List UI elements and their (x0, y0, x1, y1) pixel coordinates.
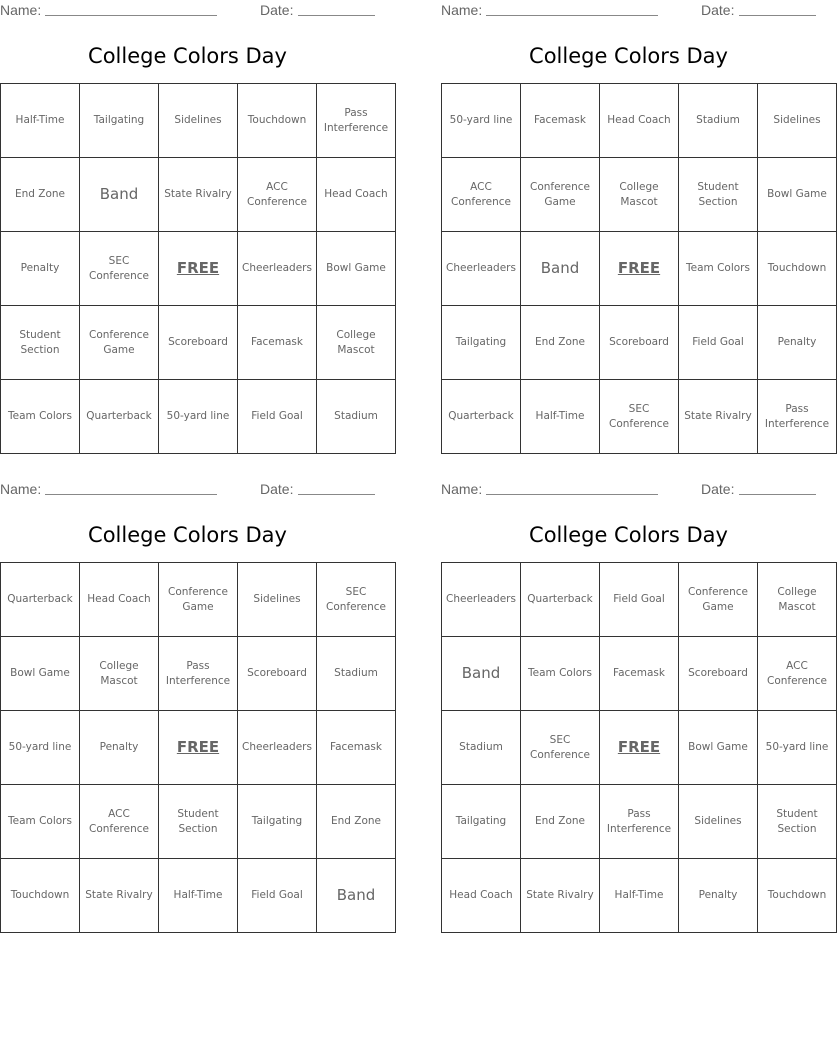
bingo-cell: State Rivalry (679, 380, 758, 454)
bingo-cell: Pass Interference (758, 380, 837, 454)
name-label: Name: (0, 481, 42, 497)
bingo-cell: Student Section (758, 785, 837, 859)
bingo-cell: Stadium (679, 84, 758, 158)
bingo-cell: Pass Interference (600, 785, 679, 859)
bingo-cell: Head Coach (600, 84, 679, 158)
bingo-cell: End Zone (1, 158, 80, 232)
bingo-cell: Bowl Game (758, 158, 837, 232)
bingo-cell: Cheerleaders (238, 232, 317, 306)
bingo-cell: Team Colors (1, 785, 80, 859)
bingo-cell: State Rivalry (521, 859, 600, 933)
bingo-cell: Scoreboard (600, 306, 679, 380)
bingo-card-1 (0, 0, 389, 435)
bingo-cell: Field Goal (679, 306, 758, 380)
bingo-cell: 50-yard line (758, 711, 837, 785)
bingo-grid (0, 83, 396, 454)
bingo-cell: SEC Conference (317, 563, 396, 637)
bingo-cell: End Zone (521, 785, 600, 859)
date-label: Date: (260, 481, 294, 497)
bingo-cell: 50-yard line (442, 84, 521, 158)
bingo-cell: Field Goal (238, 380, 317, 454)
bingo-cell: Conference Game (159, 563, 238, 637)
bingo-cell: Touchdown (238, 84, 317, 158)
bingo-cell: Half-Time (1, 84, 80, 158)
name-field-line (486, 494, 658, 495)
bingo-cell: Head Coach (442, 859, 521, 933)
bingo-cell: Facemask (600, 637, 679, 711)
date-field-line (298, 494, 375, 495)
bingo-cell: SEC Conference (600, 380, 679, 454)
bingo-cell: Stadium (317, 637, 396, 711)
card-title: College Colors Day (88, 523, 287, 547)
card-title: College Colors Day (88, 44, 287, 68)
bingo-cell: Team Colors (679, 232, 758, 306)
bingo-cell: Head Coach (317, 158, 396, 232)
bingo-cell: Quarterback (521, 563, 600, 637)
bingo-cell: ACC Conference (238, 158, 317, 232)
bingo-cell: Penalty (758, 306, 837, 380)
bingo-cell: Quarterback (80, 380, 159, 454)
name-label: Name: (441, 481, 483, 497)
bingo-cell: Touchdown (758, 232, 837, 306)
bingo-cell: Facemask (521, 84, 600, 158)
card-header (0, 0, 375, 20)
bingo-cell: Team Colors (521, 637, 600, 711)
bingo-cell: End Zone (521, 306, 600, 380)
free-space-cell: FREE (159, 711, 238, 785)
bingo-cell: ACC Conference (80, 785, 159, 859)
free-space-cell: FREE (600, 711, 679, 785)
card-header (0, 479, 375, 499)
bingo-cell: Bowl Game (317, 232, 396, 306)
bingo-cell: Band (80, 158, 159, 232)
bingo-cell: End Zone (317, 785, 396, 859)
bingo-cell: 50-yard line (1, 711, 80, 785)
bingo-card-2 (441, 0, 830, 435)
bingo-cell: ACC Conference (758, 637, 837, 711)
bingo-cell: Band (317, 859, 396, 933)
name-field-line (45, 15, 217, 16)
bingo-cell: Conference Game (521, 158, 600, 232)
name-label: Name: (0, 2, 42, 18)
bingo-cell: Sidelines (238, 563, 317, 637)
card-header (441, 479, 816, 499)
bingo-cell: Stadium (317, 380, 396, 454)
bingo-cell: Scoreboard (238, 637, 317, 711)
bingo-grid (0, 562, 396, 933)
card-title: College Colors Day (529, 523, 728, 547)
bingo-cell: Student Section (1, 306, 80, 380)
bingo-cell: Penalty (1, 232, 80, 306)
bingo-cell: Touchdown (1, 859, 80, 933)
bingo-cell: College Mascot (80, 637, 159, 711)
card-header (441, 0, 816, 20)
bingo-cell: Facemask (238, 306, 317, 380)
bingo-cell: Facemask (317, 711, 396, 785)
bingo-cell: Quarterback (1, 563, 80, 637)
bingo-cell: SEC Conference (80, 232, 159, 306)
bingo-cell: Cheerleaders (442, 232, 521, 306)
bingo-cell: Head Coach (80, 563, 159, 637)
bingo-grid (441, 83, 837, 454)
bingo-cell: Pass Interference (159, 637, 238, 711)
bingo-cell: Half-Time (600, 859, 679, 933)
bingo-cell: Sidelines (159, 84, 238, 158)
bingo-cell: Tailgating (442, 306, 521, 380)
card-title: College Colors Day (529, 44, 728, 68)
bingo-cell: Bowl Game (679, 711, 758, 785)
bingo-cell: Touchdown (758, 859, 837, 933)
bingo-cell: Tailgating (442, 785, 521, 859)
bingo-cell: Team Colors (1, 380, 80, 454)
name-field-line (486, 15, 658, 16)
bingo-cell: Scoreboard (679, 637, 758, 711)
date-label: Date: (701, 2, 735, 18)
bingo-cell: College Mascot (600, 158, 679, 232)
bingo-cell: Cheerleaders (238, 711, 317, 785)
bingo-cell: Penalty (679, 859, 758, 933)
bingo-cell: Half-Time (159, 859, 238, 933)
bingo-cell: Bowl Game (1, 637, 80, 711)
bingo-cell: Stadium (442, 711, 521, 785)
bingo-cell: Penalty (80, 711, 159, 785)
bingo-card-3 (0, 479, 386, 914)
bingo-cell: Sidelines (758, 84, 837, 158)
bingo-cell: Scoreboard (159, 306, 238, 380)
bingo-cell: State Rivalry (159, 158, 238, 232)
bingo-cell: Conference Game (80, 306, 159, 380)
bingo-cell: Half-Time (521, 380, 600, 454)
date-field-line (298, 15, 375, 16)
date-label: Date: (701, 481, 735, 497)
free-space-cell: FREE (600, 232, 679, 306)
date-field-line (739, 494, 816, 495)
name-field-line (45, 494, 217, 495)
date-label: Date: (260, 2, 294, 18)
date-field-line (739, 15, 816, 16)
bingo-cell: Conference Game (679, 563, 758, 637)
bingo-cell: Cheerleaders (442, 563, 521, 637)
bingo-cell: Quarterback (442, 380, 521, 454)
bingo-cell: State Rivalry (80, 859, 159, 933)
bingo-cell: SEC Conference (521, 711, 600, 785)
bingo-cell: Tailgating (238, 785, 317, 859)
bingo-cell: Student Section (679, 158, 758, 232)
bingo-cell: Field Goal (600, 563, 679, 637)
bingo-grid (441, 562, 837, 933)
bingo-cell: Band (521, 232, 600, 306)
bingo-card-4 (441, 479, 829, 914)
bingo-cell: Sidelines (679, 785, 758, 859)
bingo-cell: Band (442, 637, 521, 711)
free-space-cell: FREE (159, 232, 238, 306)
bingo-cell: Field Goal (238, 859, 317, 933)
bingo-cell: Tailgating (80, 84, 159, 158)
bingo-cell: College Mascot (758, 563, 837, 637)
bingo-cell: College Mascot (317, 306, 396, 380)
name-label: Name: (441, 2, 483, 18)
bingo-cell: ACC Conference (442, 158, 521, 232)
bingo-cell: 50-yard line (159, 380, 238, 454)
bingo-cell: Student Section (159, 785, 238, 859)
bingo-cell: Pass Interference (317, 84, 396, 158)
